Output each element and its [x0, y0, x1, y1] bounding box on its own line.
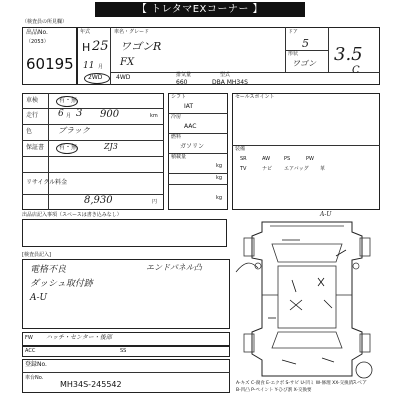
diagram-mark-au-top: A-U	[320, 211, 332, 218]
fuel-value: ガソリン	[180, 143, 205, 150]
displacement-label: 排気量	[176, 72, 192, 78]
mileage-value: 3	[76, 108, 83, 119]
displacement-value: 660	[176, 79, 188, 86]
note-dash: ダッシュ取付跡	[30, 279, 93, 289]
year-value: 25	[92, 39, 109, 54]
defect-legend-2: B-凹凸 P-ペイント Y-ひび割 X-交換要	[236, 388, 312, 393]
inspection-value: 有・無	[59, 97, 78, 104]
equip-leather: 革	[320, 166, 326, 172]
recycle-unit: 円	[152, 199, 158, 205]
body-type-label: 形状	[288, 51, 299, 57]
page-banner: 【 トレタマEXコーナー 】	[95, 2, 305, 17]
drive-2wd: 2WD	[88, 74, 103, 81]
year-label: 年式	[80, 29, 91, 35]
frame-label: 車台No.	[25, 375, 44, 381]
load-unit-2: kg	[216, 175, 223, 181]
recycle-label: リサイクル料金	[26, 179, 68, 186]
mileage-unit: km	[150, 113, 158, 119]
spare-label: スペア	[352, 380, 368, 386]
aircon-label: 冷房	[171, 114, 182, 120]
mileage-month-unit: 月	[66, 113, 72, 119]
equip-sr: SR	[240, 156, 247, 162]
note-au: A-U	[30, 293, 48, 303]
equip-pw: PW	[306, 156, 314, 162]
year-era: H	[82, 41, 91, 54]
inspector-label: [検査員記入]	[22, 252, 51, 258]
score-interior: C	[352, 65, 360, 76]
defect-legend: A-キズ C-腐食 E-エクボ S-サビ U-凹ミ W-修理 XX-交換済	[236, 381, 354, 386]
type-code-value: DBA MH34S	[212, 79, 248, 86]
shift-value: IAT	[184, 103, 194, 110]
body-type-value: ワゴン	[292, 59, 316, 68]
bottom-label-b: SS	[120, 348, 127, 354]
equip-aw: AW	[262, 156, 271, 162]
score-value: 3.5	[334, 44, 363, 65]
type-code-label: 型式	[220, 72, 231, 78]
lot-label: 出品No.	[26, 29, 48, 36]
equip-navi: ナビ	[262, 166, 273, 172]
load-unit-3: kg	[216, 195, 223, 201]
mileage-label: 走行	[26, 112, 39, 119]
load-label: 積載量	[171, 154, 187, 160]
fw-value: ハッチ・センター・後部	[46, 334, 112, 341]
doors-label: ドア	[288, 29, 298, 35]
color-value: ブラック	[58, 126, 90, 135]
fuel-label: 燃料	[171, 134, 182, 140]
fw-label: FW	[25, 335, 33, 341]
year-month-unit: 月	[98, 64, 104, 70]
frame-number: MH34S-245542	[60, 380, 122, 389]
equipment-label: 装備	[235, 146, 246, 152]
year-month: 11	[83, 61, 95, 71]
doors-value: 5	[302, 37, 309, 50]
register-label: 登録No.	[25, 361, 47, 368]
color-code: ZJ3	[104, 142, 118, 151]
equip-airbag: エアバッグ	[284, 166, 309, 172]
diagram-note: エンドパネル凸	[146, 263, 202, 272]
warranty-value: 有・無	[59, 144, 78, 151]
equip-ps: PS	[284, 156, 291, 162]
model-grade: FX	[120, 57, 135, 68]
model-label: 車名・グレード	[114, 29, 150, 35]
mileage-km: 900	[100, 109, 120, 120]
aircon-value: AAC	[184, 123, 197, 130]
lot-sub: （2053）	[26, 39, 49, 45]
drive-4wd: 4WD	[116, 74, 131, 81]
lot-number: 60195	[26, 55, 74, 73]
bottom-label-a: ACC	[25, 348, 36, 354]
warranty-label: 保証書	[26, 144, 45, 151]
color-label: 色	[26, 128, 33, 135]
shift-label: シフト	[171, 94, 187, 100]
extra-label: 出品店記入事項（スペースは書き込みなし）	[22, 212, 122, 218]
mileage-months: 6	[58, 109, 64, 119]
model-name: ワゴンR	[120, 40, 162, 53]
recycle-value: 8,930	[84, 195, 113, 206]
sale-point-label: セールスポイント	[235, 94, 275, 100]
inspection-label: 車検	[26, 97, 39, 104]
note-mirror: 電格不良	[30, 265, 67, 275]
equip-tv: TV	[240, 166, 247, 172]
load-unit-1: kg	[216, 163, 223, 169]
header-note: （検査員の所見欄）	[22, 19, 68, 25]
